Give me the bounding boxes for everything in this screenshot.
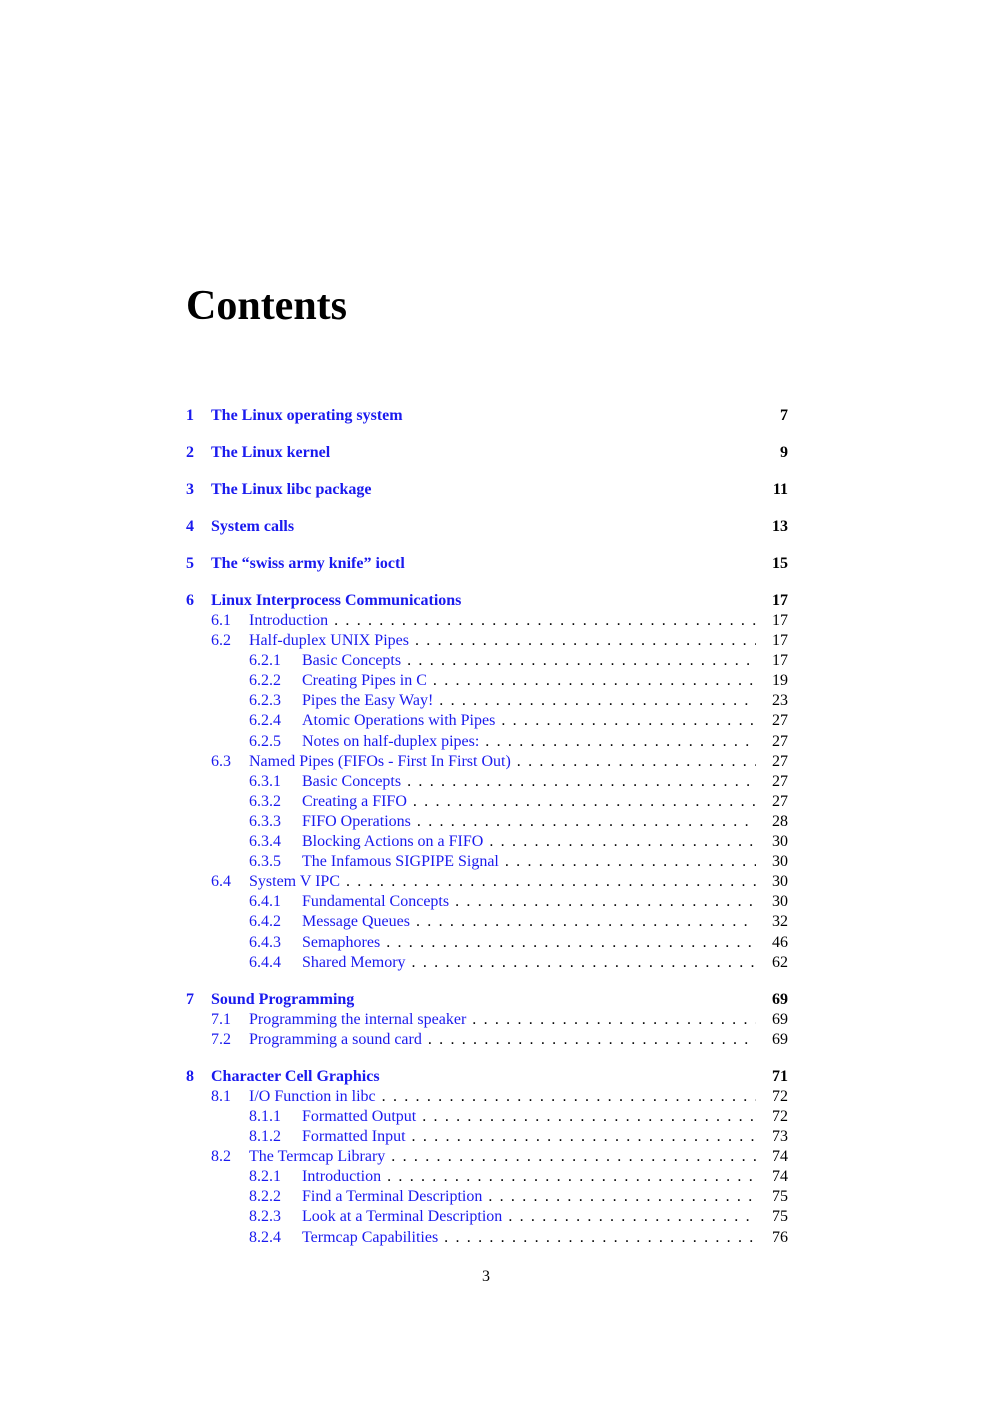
chapter-title[interactable]: Linux Interprocess Communications [211,592,462,609]
entry-title[interactable]: Atomic Operations with Pipes [302,712,496,730]
entry-title[interactable]: Formatted Input [302,1128,406,1146]
entry-number[interactable]: 6.4.1 [249,893,281,911]
toc-entry-6-4[interactable] [186,872,788,892]
entry-number[interactable]: 6.3.1 [249,772,281,790]
toc-entry-8-1-1[interactable] [186,1107,788,1127]
chapter-spacer [186,426,788,443]
toc-entry-8-2-3[interactable] [186,1207,788,1227]
toc-entry-6-2[interactable] [186,631,788,651]
entry-number[interactable]: 6.3.2 [249,792,281,810]
chapter-spacer [186,463,788,480]
chapter-page: 17 [772,592,788,609]
chapter-number[interactable]: 3 [186,481,194,498]
dot-leader [413,792,756,812]
dot-leader [433,671,756,691]
entry-page: 30 [772,853,788,871]
entry-title[interactable]: Look at a Terminal Description [302,1208,503,1226]
entry-page: 74 [772,1168,788,1186]
entry-number[interactable]: 7.1 [211,1010,231,1028]
chapter-title[interactable]: Character Cell Graphics [211,1067,380,1085]
entry-page: 76 [772,1228,788,1246]
toc-chapter-2[interactable] [186,443,788,463]
chapter-title[interactable]: The Linux libc package [211,481,372,498]
entry-title[interactable]: I/O Function in libc [249,1087,376,1105]
toc-entry-7-1[interactable] [186,1010,788,1030]
dot-leader [412,953,756,973]
entry-title[interactable]: Message Queues [302,913,410,931]
toc-entry-6-2-2[interactable] [186,671,788,691]
chapter-page: 11 [772,481,788,498]
entry-number[interactable]: 6.4.2 [249,913,281,931]
entry-page: 75 [772,1188,788,1206]
toc-entry-6-1[interactable] [186,611,788,631]
toc-entry-6-2-1[interactable] [186,651,788,671]
entry-number[interactable]: 8.1.1 [249,1107,281,1125]
dot-leader [508,1207,756,1227]
entry-title[interactable]: Blocking Actions on a FIFO [302,833,484,851]
entry-number[interactable]: 8.1.2 [249,1128,281,1146]
chapter-number[interactable]: 8 [186,1067,194,1085]
chapter-page: 7 [780,407,788,424]
entry-page: 30 [772,893,788,911]
toc-entry-8-2-4[interactable] [186,1228,788,1248]
dot-leader [505,852,756,872]
entry-number[interactable]: 7.2 [211,1030,231,1048]
entry-page: 30 [772,833,788,851]
dot-leader [455,892,756,912]
entry-number[interactable]: 6.2.5 [249,732,281,750]
chapter-page: 13 [772,518,788,535]
entry-page: 28 [772,812,788,830]
entry-title[interactable]: Introduction [302,1168,382,1186]
chapter-page: 71 [772,1067,788,1085]
chapter-page: 15 [772,555,788,572]
chapter-number[interactable]: 4 [186,518,194,535]
entry-page: 62 [772,953,788,971]
entry-page: 17 [772,612,788,629]
chapter-page: 9 [780,444,788,461]
chapter-title[interactable]: The Linux kernel [211,444,331,461]
entry-page: 72 [772,1107,788,1125]
entry-page: 74 [772,1148,788,1166]
entry-title[interactable]: Termcap Capabilities [302,1228,439,1246]
dot-leader [439,691,756,711]
entry-title[interactable]: Programming the internal speaker [249,1010,467,1028]
dot-leader [485,732,756,752]
toc-chapter-5[interactable] [186,554,788,574]
entry-page: 46 [772,933,788,951]
entry-page: 23 [772,692,788,710]
dot-leader [387,1167,756,1187]
page-number: 3 [482,1268,490,1285]
toc-entry-6-4-3[interactable] [186,933,788,953]
chapter-number[interactable]: 2 [186,444,194,461]
chapter-page: 69 [772,990,788,1008]
toc-entry-6-4-1[interactable] [186,892,788,912]
chapter-number[interactable]: 1 [186,407,194,424]
entry-number[interactable]: 6.3.4 [249,833,281,851]
entry-page: 27 [772,752,788,770]
entry-title[interactable]: The Termcap Library [249,1148,386,1166]
dot-leader [428,1030,756,1050]
toc-entry-6-3-3[interactable] [186,812,788,832]
toc-entry-8-2-1[interactable] [186,1167,788,1187]
toc-entry-6-2-3[interactable] [186,691,788,711]
dot-leader [472,1010,756,1030]
entry-title[interactable]: Introduction [249,612,329,629]
entry-page: 27 [772,732,788,750]
toc-entry-7-2[interactable] [186,1030,788,1050]
entry-title[interactable]: Basic Concepts [302,772,402,790]
toc-entry-8-2[interactable] [186,1147,788,1167]
toc-chapter-7[interactable] [186,990,788,1010]
entry-title[interactable]: Semaphores [302,933,381,951]
dot-leader [501,711,756,731]
entry-title[interactable]: Notes on half-duplex pipes: [302,732,480,750]
chapter-title[interactable]: Sound Programming [211,990,355,1008]
toc-entry-6-4-2[interactable] [186,912,788,932]
toc-entry-6-3-1[interactable] [186,772,788,792]
entry-number[interactable]: 8.1 [211,1087,231,1105]
dot-leader [422,1107,756,1127]
entry-number[interactable]: 8.2 [211,1148,231,1166]
entry-title[interactable]: Programming a sound card [249,1030,422,1048]
dot-leader [334,611,756,631]
entry-number[interactable]: 6.2 [211,632,231,650]
entry-page: 17 [772,632,788,650]
dot-leader [382,1087,756,1107]
dot-leader [416,912,756,932]
entry-page: 69 [772,1030,788,1048]
toc-entry-8-1[interactable] [186,1087,788,1107]
toc-entry-6-3[interactable] [186,752,788,772]
entry-number[interactable]: 8.2.2 [249,1188,281,1206]
entry-title[interactable]: Fundamental Concepts [302,893,450,911]
entry-title[interactable]: Pipes the Easy Way! [302,692,434,710]
page-title: Contents [186,283,348,329]
entry-number[interactable]: 6.2.3 [249,692,281,710]
toc-entry-6-3-2[interactable] [186,792,788,812]
chapter-spacer [186,500,788,517]
entry-number[interactable]: 8.2.3 [249,1208,281,1226]
entry-page: 19 [772,672,788,690]
dot-leader [407,651,756,671]
entry-number[interactable]: 8.2.4 [249,1228,281,1246]
dot-leader [407,772,756,792]
entry-number[interactable]: 8.2.1 [249,1168,281,1186]
entry-title[interactable]: Half-duplex UNIX Pipes [249,632,409,650]
dot-leader [346,872,756,892]
dot-leader [444,1228,756,1248]
entry-page: 32 [772,913,788,931]
toc-entry-8-1-2[interactable] [186,1127,788,1147]
entry-title[interactable]: The Infamous SIGPIPE Signal [302,853,499,871]
dot-leader [517,752,756,772]
toc-chapter-8[interactable] [186,1067,788,1087]
entry-page: 75 [772,1208,788,1226]
entry-page: 17 [772,652,788,670]
toc-chapter-6[interactable] [186,591,788,611]
entry-title[interactable]: Basic Concepts [302,652,402,670]
chapter-title[interactable]: The “swiss army knife” ioctl [211,555,405,572]
entry-title[interactable]: Find a Terminal Description [302,1188,483,1206]
entry-page: 69 [772,1010,788,1028]
toc-chapter-3[interactable] [186,480,788,500]
toc-entry-6-4-4[interactable] [186,953,788,973]
dot-leader [488,1187,756,1207]
entry-title[interactable]: Creating Pipes in C [302,672,427,690]
entry-number[interactable]: 6.3.5 [249,853,281,871]
dot-leader [386,933,756,953]
chapter-title[interactable]: System calls [211,518,295,535]
entry-title[interactable]: System V IPC [249,873,340,891]
entry-page: 72 [772,1087,788,1105]
chapter-spacer [186,973,788,990]
entry-number[interactable]: 6.2.4 [249,712,281,730]
toc-chapter-4[interactable] [186,517,788,537]
entry-page: 27 [772,772,788,790]
chapter-number[interactable]: 5 [186,555,194,572]
toc-entry-6-2-4[interactable] [186,711,788,731]
toc-entry-6-3-4[interactable] [186,832,788,852]
dot-leader [412,1127,756,1147]
toc-chapter-1[interactable] [186,406,788,426]
chapter-spacer [186,1050,788,1067]
entry-number[interactable]: 6.4.3 [249,933,281,951]
entry-page: 73 [772,1128,788,1146]
entry-title[interactable]: Formatted Output [302,1107,417,1125]
entry-number[interactable]: 6.1 [211,612,231,629]
entry-number[interactable]: 6.3 [211,752,231,770]
entry-number[interactable]: 6.2.2 [249,672,281,690]
chapter-number[interactable]: 6 [186,592,194,609]
chapter-title[interactable]: The Linux operating system [211,407,403,424]
toc-entry-6-2-5[interactable] [186,732,788,752]
entry-number[interactable]: 6.4 [211,873,231,891]
entry-title[interactable]: FIFO Operations [302,812,411,830]
dot-leader [391,1147,756,1167]
chapter-spacer [186,574,788,591]
dot-leader [489,832,756,852]
chapter-number[interactable]: 7 [186,990,194,1008]
entry-page: 27 [772,712,788,730]
entry-title[interactable]: Shared Memory [302,953,406,971]
entry-page: 27 [772,792,788,810]
entry-number[interactable]: 6.3.3 [249,812,281,830]
toc-entry-8-2-2[interactable] [186,1187,788,1207]
chapter-spacer [186,537,788,554]
entry-page: 30 [772,873,788,891]
entry-number[interactable]: 6.4.4 [249,953,281,971]
entry-number[interactable]: 6.2.1 [249,652,281,670]
entry-title[interactable]: Creating a FIFO [302,792,407,810]
dot-leader [417,812,756,832]
toc-entry-6-3-5[interactable] [186,852,788,872]
entry-title[interactable]: Named Pipes (FIFOs - First In First Out) [249,752,511,770]
dot-leader [415,631,756,651]
table-of-contents [186,406,788,1248]
